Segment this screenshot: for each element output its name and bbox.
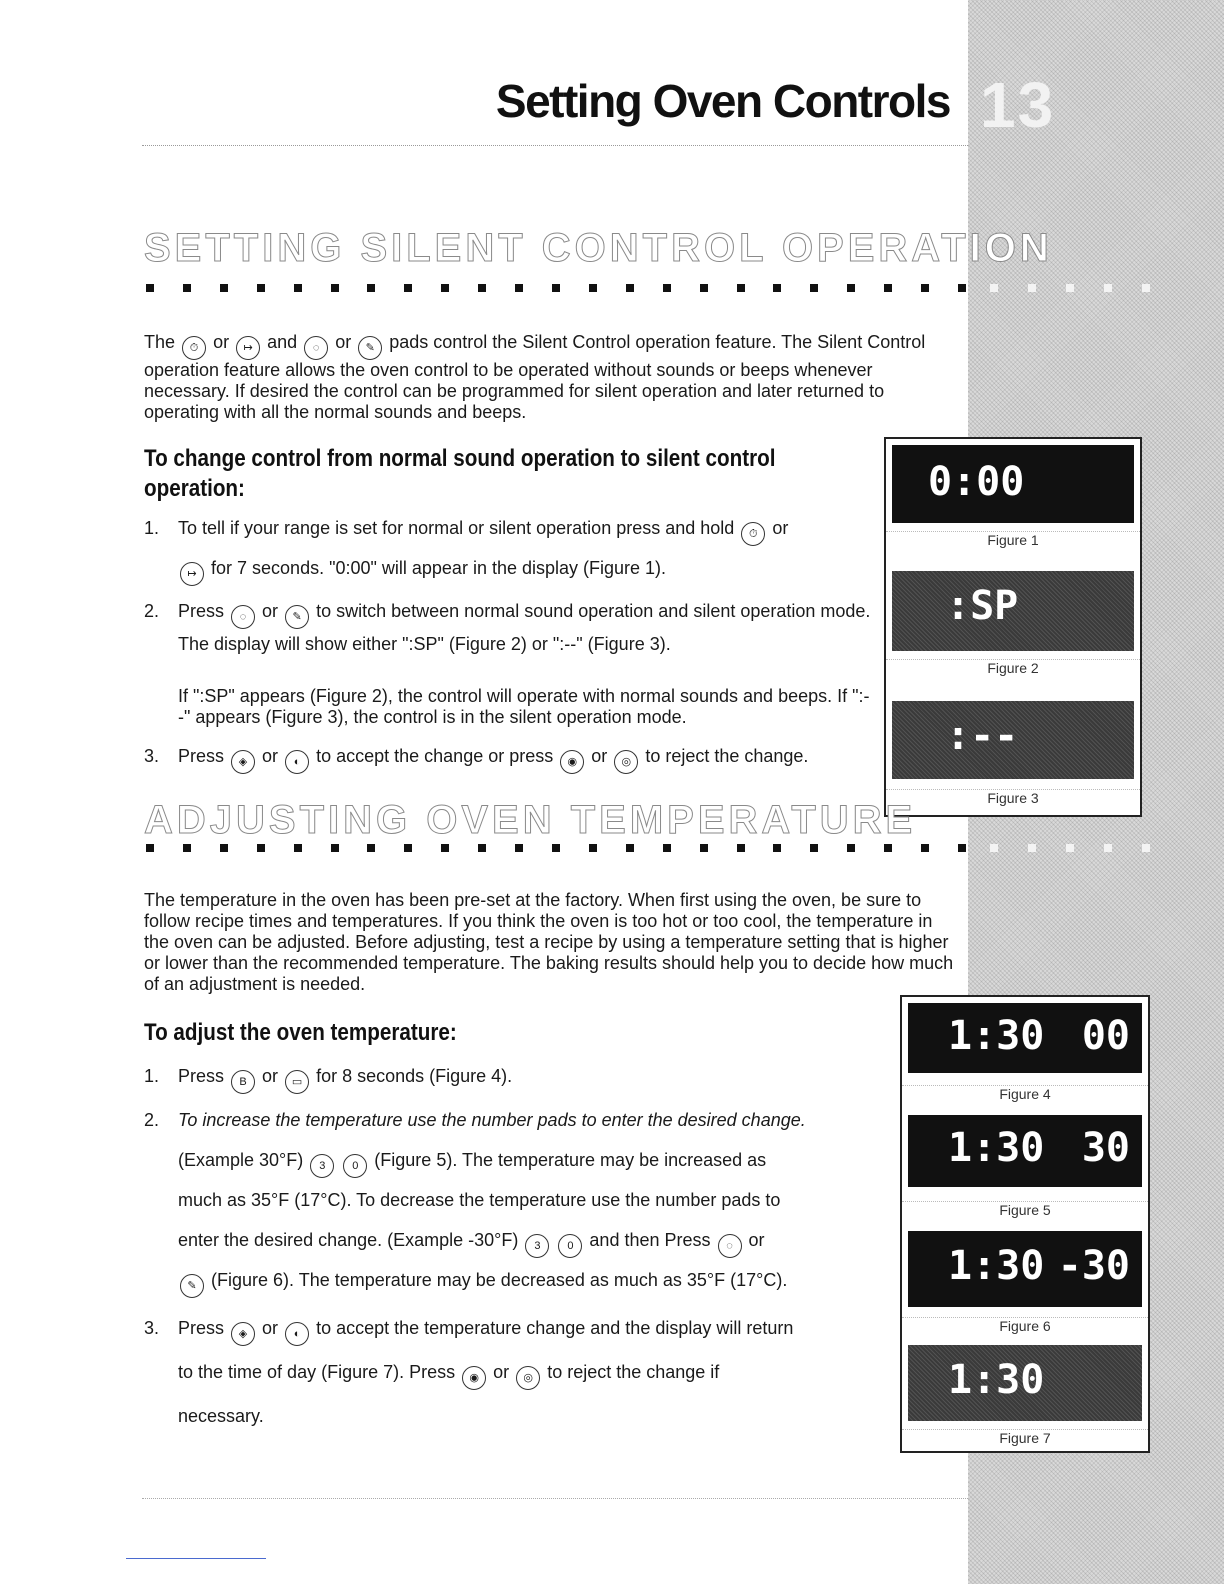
silent-control-intro: The ⏱ or ↦ and ◌ or ✎ pads control the Silent Control operation feature. The Silent Control operation feature allows the oven control to be operated without sounds or beeps whenever necessary. If desired the control can be programmed for silent operation and later returned to operating with all the normal sounds and beeps.	[144, 332, 926, 422]
figure-3-caption: Figure 3	[886, 789, 1140, 806]
stop-pad-icon: ◎	[614, 750, 638, 774]
clean-pad-icon: ◌	[231, 605, 255, 629]
cancel-pad-icon: ◉	[462, 1366, 486, 1390]
silent-step-2: 2. Press ◌ or ✎ to switch between normal sound operation and silent operation mode. The display will show either ":SP" (Figure 2) or ":--" (Figure 3).	[144, 601, 871, 654]
broil-pad-icon: ✎	[180, 1274, 204, 1298]
page-title: Setting Oven Controls	[495, 75, 950, 127]
figure-1-caption: Figure 1	[886, 531, 1140, 548]
temp-step-2: 2. To increase the temperature use the number pads to enter the desired change. (Example 30°F) 3 0 (Figure 5). The temperature may be increased as much as 35°F (17°C). To decrease the temperature use the number pads to enter the desired change. (Example -30°F) 3 0 and then Press ◌ or ✎ (Figure 6). The temperature may be decreased as much as 35°F (17°C).	[144, 1100, 884, 1300]
number-0-pad-icon: 0	[558, 1234, 582, 1258]
footer-line	[126, 1558, 266, 1559]
section-divider	[146, 844, 966, 856]
number-3-pad-icon: 3	[310, 1154, 334, 1178]
figure-4-display: 1:30 00	[908, 1003, 1142, 1073]
footer-rule	[142, 1498, 968, 1499]
arrow-pad-icon: ↦	[180, 562, 204, 586]
subheading-adjust-temperature: To adjust the oven temperature:	[144, 1019, 457, 1046]
section-divider	[146, 284, 966, 296]
figure-4-caption: Figure 4	[902, 1085, 1148, 1102]
oven-light-pad-icon: ◐	[285, 1322, 309, 1346]
broil-pad-icon: ✎	[285, 605, 309, 629]
figure-5-display: 1:30 30	[908, 1115, 1142, 1187]
figure-6-display: 1:30 -30	[908, 1231, 1142, 1307]
figure-2-display: :SP	[892, 571, 1134, 651]
start-time-pad-icon: ⏱	[182, 336, 206, 360]
cancel-pad-icon: ◉	[560, 750, 584, 774]
temp-step-3: 3. Press ◈ or ◐ to accept the temperature change and the display will return to the time of day (Figure 7). Press ◉ or ◎ to reject the change if necessary.	[144, 1318, 794, 1426]
page-number: 13	[980, 69, 1056, 141]
section-heading-silent-control: SETTING SILENT CONTROL OPERATION	[144, 226, 1053, 270]
figures-4-7-panel	[900, 995, 1150, 1453]
bake-pad-icon: B	[231, 1070, 255, 1094]
subheading-silent-operation: To change control from normal sound operation to silent control operation:	[144, 445, 776, 502]
section-divider-side	[990, 844, 1150, 856]
stop-pad-icon: ◎	[516, 1366, 540, 1390]
header-rule	[142, 145, 968, 146]
figure-7-caption: Figure 7	[902, 1429, 1148, 1446]
arrow-pad-icon: ↦	[236, 336, 260, 360]
number-3-pad-icon: 3	[525, 1234, 549, 1258]
figure-3-display: :--	[892, 701, 1134, 779]
broil-pad-icon: ▭	[285, 1070, 309, 1094]
start-pad-icon: ◈	[231, 1322, 255, 1346]
figure-6-caption: Figure 6	[902, 1317, 1148, 1334]
temperature-intro: The temperature in the oven has been pre-set at the factory. When first using the oven, be sure to follow recipe times and temperatures. If you think the oven is too hot or too cool, the temperature in the oven can be adjusted. Before adjusting, test a recipe by using a temperature setting that is higher or lower than the recommended temperature. The baking results should help you to decide how much of an adjustment is needed.	[144, 890, 954, 994]
figure-5-caption: Figure 5	[902, 1201, 1148, 1218]
figure-2-caption: Figure 2	[886, 659, 1140, 676]
start-pad-icon: ◈	[231, 750, 255, 774]
figures-1-3-panel	[884, 437, 1142, 817]
silent-note: If ":SP" appears (Figure 2), the control will operate with normal sounds and beeps. If ":- -" appears (Figure 3), the control is in the silent operation mode.	[178, 686, 870, 727]
start-time-pad-icon: ⏱	[741, 522, 765, 546]
section-divider-side	[990, 284, 1150, 296]
figure-1-display: 0:00	[892, 445, 1134, 523]
figure-7-display: 1:30	[908, 1345, 1142, 1421]
oven-light-pad-icon: ◐	[285, 750, 309, 774]
clean-pad-icon: ◌	[718, 1234, 742, 1258]
clean-pad-icon: ◌	[304, 336, 328, 360]
section-heading-adjusting-temperature: ADJUSTING OVEN TEMPERATURE	[144, 798, 917, 842]
silent-step-1: 1. To tell if your range is set for normal or silent operation press and hold ⏱ or ↦ for 7 seconds. "0:00" will appear in the display (Figure 1).	[144, 508, 884, 592]
number-0-pad-icon: 0	[343, 1154, 367, 1178]
broil-pad-icon: ✎	[358, 336, 382, 360]
